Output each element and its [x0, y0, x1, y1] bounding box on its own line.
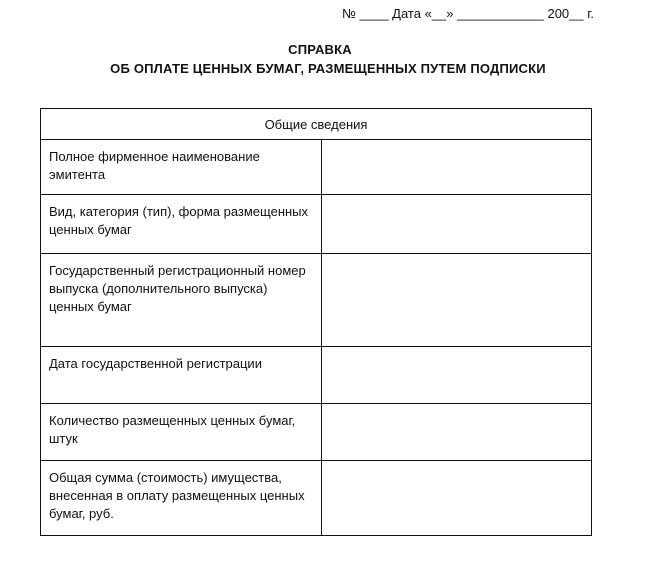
- registration-number-label: Государственный регистрационный номер выпуска (дополнительного выпуска) ценных бумаг: [41, 254, 322, 347]
- section-header: Общие сведения: [41, 109, 592, 140]
- table-row: [41, 254, 592, 347]
- registration-date-field[interactable]: [321, 347, 591, 404]
- table-header-row: [41, 109, 592, 140]
- table-row: [41, 195, 592, 254]
- payment-sum-label: Общая сумма (стоимость) имущества, внесенная в оплату размещенных ценных бумаг, руб.: [41, 461, 322, 536]
- table-row: [41, 140, 592, 195]
- info-table: [40, 108, 592, 536]
- registration-number-field[interactable]: [321, 254, 591, 347]
- issuer-name-label: Полное фирменное наименование эмитента: [41, 140, 322, 195]
- document-title: СПРАВКА: [288, 42, 352, 57]
- number-date-line: № ____ Дата «__» ____________ 200__ г.: [342, 6, 594, 21]
- securities-count-field[interactable]: [321, 404, 591, 461]
- security-type-label: Вид, категория (тип), форма размещенных ценных бумаг: [41, 195, 322, 254]
- registration-date-label: Дата государственной регистрации: [41, 347, 322, 404]
- security-type-field[interactable]: [321, 195, 591, 254]
- securities-count-label: Количество размещенных ценных бумаг, штук: [41, 404, 322, 461]
- table-row: [41, 461, 592, 536]
- issuer-name-field[interactable]: [321, 140, 591, 195]
- document-subtitle: ОБ ОПЛАТЕ ЦЕННЫХ БУМАГ, РАЗМЕЩЕННЫХ ПУТЕМ ПОДПИСКИ: [110, 61, 546, 76]
- payment-sum-field[interactable]: [321, 461, 591, 536]
- table-row: [41, 404, 592, 461]
- table-row: [41, 347, 592, 404]
